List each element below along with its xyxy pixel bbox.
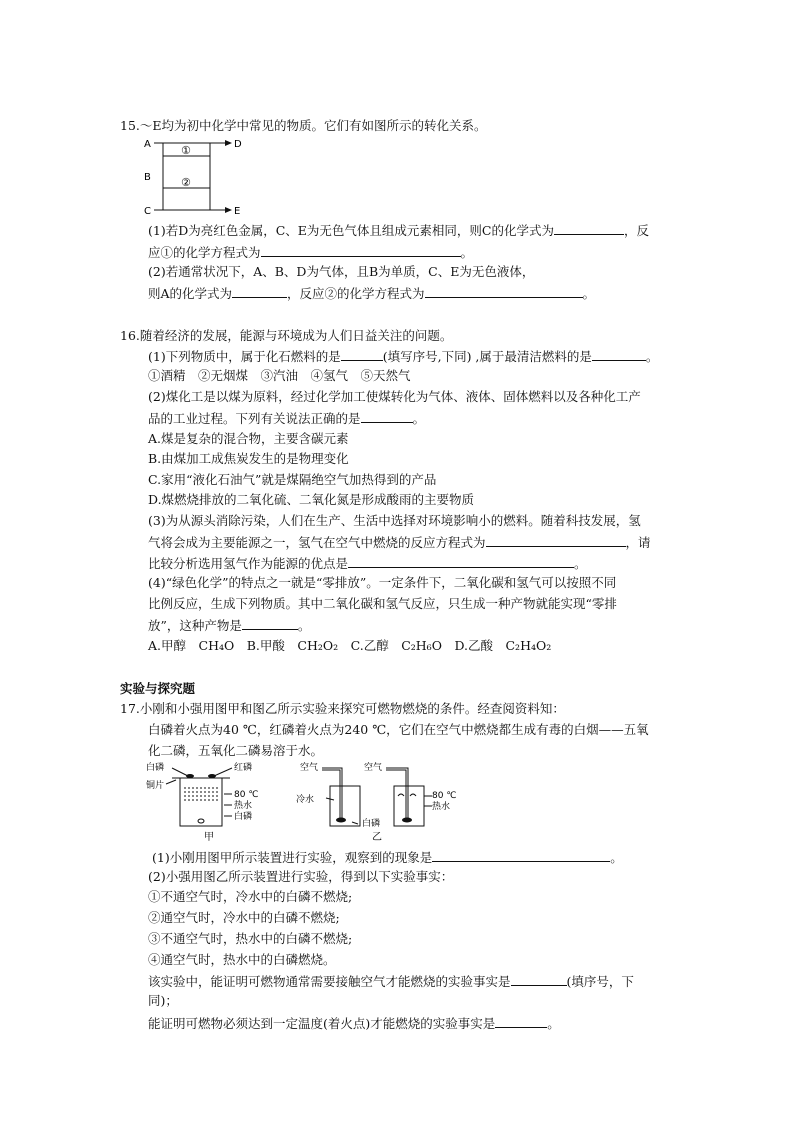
q16-product-blank[interactable] bbox=[242, 616, 298, 630]
q16-part4-line1: (4)“绿色化学”的特点之一就是“零排放”。一定条件下，二氧化碳和氢气可以按照不同 bbox=[148, 575, 617, 590]
q16-option-a: A.煤是复杂的混合物，主要含碳元素 bbox=[148, 431, 349, 446]
q17-fact4: ④通空气时，热水中的白磷燃烧。 bbox=[148, 952, 336, 967]
diagram-reaction-2: ② bbox=[181, 176, 191, 189]
q16-option-b: B.由煤加工成焦炭发生的是物理变化 bbox=[148, 451, 349, 466]
q16-part1: (1)下列物质中，属于化石燃料的是 (填写序号,下同) ,属于最清洁燃料的是 。 bbox=[148, 349, 659, 364]
caption-yi: 乙 bbox=[372, 832, 382, 843]
q17-fact1: ①不通空气时，冷水中的白磷不燃烧; bbox=[148, 889, 353, 904]
label-hot-water: 热水 bbox=[234, 801, 253, 811]
q16-options: ①酒精 ②无烟煤 ③汽油 ④氢气 ⑤天然气 bbox=[148, 368, 411, 383]
q16-part4-line2: 比例反应，生成下列物质。其中二氧化碳和氢气反应，只生成一种产物就能实现“零排 bbox=[148, 596, 617, 611]
q15-stem: 15.～E均为初中化学中常见的物质。它们有如图所示的转化关系。 bbox=[120, 118, 487, 133]
diagram-label-c: C bbox=[144, 206, 151, 217]
section-title: 实验与探究题 bbox=[120, 681, 196, 696]
q16-part3-line3: 比较分析选用氢气作为能源的优点是 。 bbox=[148, 556, 587, 571]
q16-part3-line2: 气将会成为主要能源之一，氢气在空气中燃烧的反应方程式为 ，请 bbox=[148, 535, 651, 550]
q16-cleanest-fuel-blank[interactable] bbox=[592, 347, 646, 361]
q16-option-c: C.家用“液化石油气”就是煤隔绝空气加热得到的产品 bbox=[148, 472, 437, 487]
label-red-phosphorus: 红磷 bbox=[234, 763, 253, 773]
label-temperature: 80 ℃ bbox=[234, 790, 259, 800]
label-temperature-yi: 80 ℃ bbox=[432, 791, 456, 801]
diagram-label-d: D bbox=[234, 139, 242, 150]
q16-part4-line3: 放”，这种产物是 。 bbox=[148, 618, 311, 633]
q17-ignition-point-blank[interactable] bbox=[495, 1014, 547, 1028]
q15-equation2-blank[interactable] bbox=[425, 284, 583, 298]
q16-part3-line1: (3)为从源头消除污染，人们在生产、生活中选择对环境影响小的燃料。随着科技发展，氢 bbox=[148, 513, 641, 528]
q17-conclusion2: 能证明可燃物必须达到一定温度(着火点)才能燃烧的实验事实是 。 bbox=[148, 1016, 560, 1031]
diagram-label-e: E bbox=[234, 206, 241, 217]
q17-stem: 17.小刚和小强用图甲和图乙所示实验来探究可燃物燃烧的条件。经查阅资料知： bbox=[120, 701, 565, 716]
q17-air-contact-blank[interactable] bbox=[511, 972, 567, 986]
label-white-phosphorus-yi: 白磷 bbox=[362, 819, 381, 829]
q15-part2-line2: 则A的化学式为 ，反应②的化学方程式为 。 bbox=[148, 286, 596, 301]
q17-part1: (1)小刚用图甲所示装置进行实验，观察到的现象是 。 bbox=[152, 850, 623, 865]
diagram-label-b: B bbox=[144, 172, 151, 183]
q17-part2: (2)小强用图乙所示装置进行实验，得到以下实验事实： bbox=[148, 869, 454, 884]
label-cold-water: 冷水 bbox=[296, 795, 315, 805]
q16-option-d: D.煤燃烧排放的二氧化硫、二氧化氮是形成酸雨的主要物质 bbox=[148, 492, 475, 507]
label-white-phosphorus: 白磷 bbox=[146, 763, 165, 773]
q17-phenomenon-blank[interactable] bbox=[432, 848, 610, 862]
q17-info-line1: 白磷着火点为40 ℃，红磷着火点为240 ℃，它们在空气中燃烧都生成有毒的白烟——五氧 bbox=[148, 722, 649, 737]
q15-c-formula-blank[interactable] bbox=[554, 221, 624, 235]
figure-yi-apparatus bbox=[296, 760, 456, 844]
q16-h2-advantage-blank[interactable] bbox=[348, 554, 574, 568]
q17-fact3: ③不通空气时，热水中的白磷不燃烧; bbox=[148, 931, 353, 946]
q17-conclusion1-line2: 同)； bbox=[148, 993, 178, 1008]
diagram-label-a: A bbox=[144, 139, 151, 150]
figure-jia-apparatus bbox=[146, 760, 266, 844]
label-hot-water-yi: 热水 bbox=[432, 802, 451, 812]
q17-fact2: ②通空气时，冷水中的白磷不燃烧; bbox=[148, 910, 340, 925]
q16-stem: 16.随着经济的发展，能源与环境成为人们日益关注的问题。 bbox=[120, 328, 453, 343]
q16-part2-line1: (2)煤化工是以煤为原料，经过化学加工使煤转化为气体、液体、固体燃料以及各种化工产 bbox=[148, 389, 641, 404]
label-white-phosphorus-under-water: 白磷 bbox=[234, 812, 253, 822]
label-air-right: 空气 bbox=[364, 763, 383, 773]
q16-h2-equation-blank[interactable] bbox=[486, 533, 626, 547]
q15-part1-line2: 应①的化学方程式为 。 bbox=[148, 245, 474, 260]
q16-part2-line2: 品的工业过程。下列有关说法正确的是 。 bbox=[148, 411, 426, 426]
q17-conclusion1-line1: 该实验中，能证明可燃物通常需要接触空气才能燃烧的实验事实是 (填序号，下 bbox=[148, 974, 634, 989]
diagram-reaction-1: ① bbox=[181, 144, 191, 157]
q17-info-line2: 化二磷，五氧化二磷易溶于水。 bbox=[148, 743, 324, 758]
label-air-left: 空气 bbox=[300, 763, 319, 773]
label-copper-sheet: 铜片 bbox=[146, 781, 165, 791]
q15-part1-line1: (1)若D为亮红色金属，C、E为无色气体且组成元素相同，则C的化学式为 ，反 bbox=[148, 223, 649, 238]
q15-part2-line1: (2)若通常状况下，A、B、D为气体，且B为单质，C、E为无色液体， bbox=[148, 264, 535, 279]
q15-a-formula-blank[interactable] bbox=[232, 284, 287, 298]
q16-choices: A.甲醇 CH₄O B.甲酸 CH₂O₂ C.乙醇 C₂H₆O D.乙酸 C₂H₄O₂ bbox=[148, 638, 552, 653]
q15-transformation-diagram bbox=[140, 134, 250, 218]
q16-correct-statement-blank[interactable] bbox=[361, 409, 413, 423]
q16-fossil-fuel-blank[interactable] bbox=[341, 347, 383, 361]
caption-jia: 甲 bbox=[204, 832, 214, 843]
q15-equation1-blank[interactable] bbox=[261, 243, 461, 257]
